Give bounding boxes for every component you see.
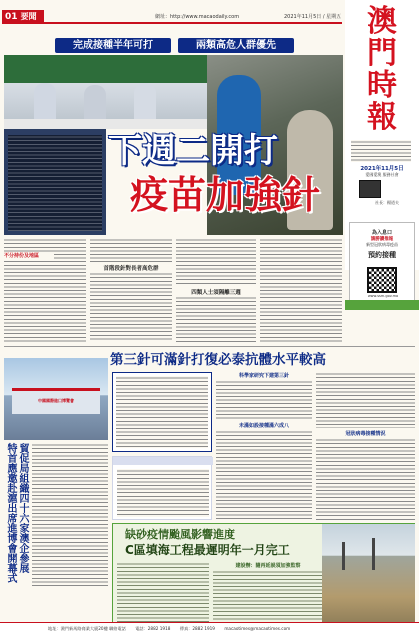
story3-body: [32, 443, 108, 588]
masthead-motto: 愛國愛澳 服務社會: [365, 172, 399, 177]
crane-figure: [372, 538, 375, 570]
person-figure: [84, 85, 106, 123]
story2-lead-text: [116, 376, 208, 448]
story4-headline-1: 缺砂疫情颱風影響進度: [125, 528, 235, 541]
story2-sub-3: 冠狀病毒接種情況: [345, 431, 386, 437]
story2-col-2: [216, 380, 312, 420]
photo-backdrop: [4, 55, 207, 83]
vaccine-ad[interactable]: [349, 222, 415, 302]
website-link[interactable]: http://www.macaodaily.com: [170, 14, 240, 20]
story4-headline-2: C區填海工程最遲明年一月完工: [125, 543, 290, 557]
lead-headline-1: 下週二開打: [108, 131, 278, 171]
story3-vertical-headlines: [4, 443, 28, 588]
section-label: 要聞: [20, 12, 37, 21]
chart-rows: [117, 469, 209, 517]
issue-date: 2021年11月5日 / 星期五: [284, 14, 342, 20]
story2-sub-1: 科學家研究下建第三針: [238, 373, 289, 379]
lead-body-col-2: [90, 238, 172, 262]
story4-col-2: [213, 570, 323, 626]
reclamation-photo: [322, 524, 415, 628]
masthead-char: 門: [367, 36, 397, 71]
header-rule: [44, 22, 342, 24]
story2-lead-box: [112, 372, 212, 452]
masthead-date: 2021年11月5日: [360, 166, 404, 172]
story4-col-1: [117, 562, 209, 626]
masthead-char: 報: [367, 100, 397, 135]
story2-sub-2: 未滿如設接種滿六成八: [238, 423, 289, 429]
ad-heading-1: 為入息口: [371, 230, 392, 236]
masthead-title: [351, 6, 413, 134]
expo-caption: 中國國際進口博覽會: [38, 398, 74, 403]
ad-heading-3: 新型冠狀病毒疫苗: [366, 242, 398, 247]
page-footer: [0, 622, 419, 634]
lead-body-col-4: [260, 238, 342, 342]
story2-col-3: [316, 372, 415, 428]
motto-strip: [345, 300, 419, 310]
masthead-char: 時: [367, 68, 397, 103]
tag-right: 兩類高危人群優先: [178, 38, 294, 53]
story2-rule: [4, 346, 415, 347]
lead-summary-box: [4, 129, 106, 235]
press-table: [4, 119, 207, 129]
person-figure: [34, 83, 56, 123]
story2-col-3b: [316, 438, 415, 520]
lead-summary-text: [8, 135, 102, 231]
website-line: 網址：http://www.macaodaily.com: [155, 14, 240, 20]
masthead-char: 澳: [367, 4, 397, 39]
chart-header: [113, 457, 213, 465]
footer-address: 地址：澳門新馬路商業大廈20樓 聯絡電話: [48, 626, 126, 631]
footer-phone: 電話：2882 1918: [135, 626, 171, 631]
story3-headline-1: 貿促局組織四十六家澳企參展: [17, 443, 28, 573]
lead-section-heading: 首階段針對長者高危群: [103, 266, 159, 272]
ad-heading-2: 請勝讀推報: [370, 237, 394, 242]
masthead-seal: [359, 180, 381, 198]
footer-fax: 傳真：2882 1919: [179, 626, 215, 631]
lead-headline-2: 疫苗加強針: [130, 173, 321, 217]
crane-figure: [342, 542, 345, 570]
qr-code-icon[interactable]: [367, 267, 397, 293]
person-figure: [134, 83, 156, 123]
lead-body-col-2b: [90, 272, 172, 342]
lead-body-col-3: [176, 238, 256, 286]
page-number-badge: [2, 10, 44, 24]
ad-footer: www.ssm.gov.mo: [367, 294, 399, 298]
story2-col-2b: [216, 430, 312, 520]
story3-headline-2: 特首應邀赴滬出席進博會開幕式: [5, 443, 16, 583]
expo-photo: [4, 358, 108, 440]
lead-photo-left: [4, 55, 207, 129]
lead-highlight: 不分持份及地區: [4, 252, 54, 259]
story4-sub: 建設辦：隨再延誤須加強監察: [235, 563, 301, 569]
story2-headline: 第三針可滿針打復必泰抗體水平較高: [110, 352, 326, 368]
tag-left: 完成接種半年可打: [55, 38, 171, 53]
ad-title: 預約接種: [368, 251, 396, 259]
masthead-info-text: [351, 140, 411, 162]
story2-chart: [112, 456, 212, 520]
lead-box-heading: 四類人士須隔離三週: [191, 290, 241, 296]
page-number: 01: [5, 12, 18, 22]
masthead-publisher: 社長：楊道夫: [375, 200, 399, 205]
lead-body-col-3b: [176, 296, 256, 342]
page-header: [0, 0, 343, 30]
footer-email[interactable]: macaotimes@macaotimes.com: [224, 626, 291, 631]
